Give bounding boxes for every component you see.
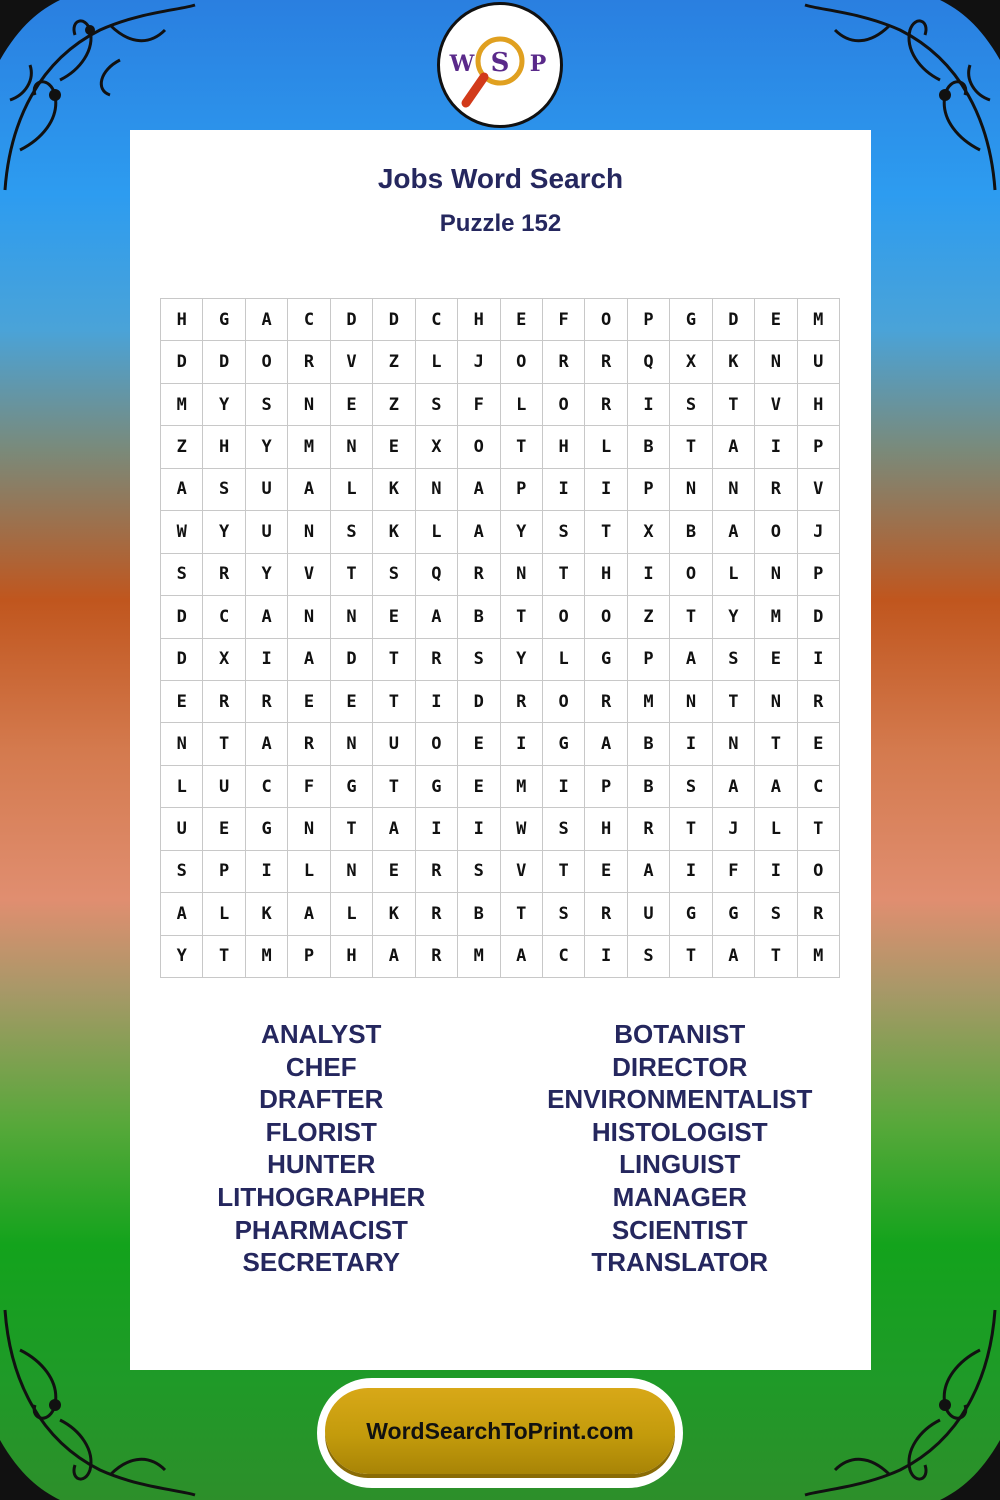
grid-cell[interactable]: B (628, 723, 670, 765)
grid-cell[interactable]: H (203, 426, 245, 468)
grid-cell[interactable]: F (543, 299, 585, 341)
grid-cell[interactable]: H (161, 299, 203, 341)
grid-cell[interactable]: N (288, 511, 330, 553)
grid-cell[interactable]: T (713, 681, 755, 723)
grid-cell[interactable]: B (670, 511, 712, 553)
grid-cell[interactable]: N (670, 469, 712, 511)
grid-cell[interactable]: F (713, 851, 755, 893)
grid-cell[interactable]: V (501, 851, 543, 893)
word-list-right-column (501, 1018, 860, 1279)
grid-cell[interactable]: M (798, 936, 840, 978)
grid-cell[interactable]: S (416, 384, 458, 426)
grid-cell[interactable]: X (416, 426, 458, 468)
grid-cell[interactable]: K (246, 893, 288, 935)
grid-cell[interactable]: A (458, 511, 500, 553)
word-list-item: TRANSLATOR (591, 1247, 769, 1278)
grid-cell[interactable]: Y (246, 554, 288, 596)
grid-cell[interactable]: P (203, 851, 245, 893)
grid-cell[interactable]: R (288, 341, 330, 383)
logo-letter-w: W (449, 51, 475, 77)
grid-cell[interactable]: S (161, 851, 203, 893)
grid-cell[interactable]: D (161, 596, 203, 638)
grid-cell[interactable]: C (798, 766, 840, 808)
grid-cell[interactable]: A (288, 469, 330, 511)
grid-cell[interactable]: N (713, 723, 755, 765)
grid-cell[interactable]: R (501, 681, 543, 723)
word-list-item: DIRECTOR (612, 1051, 748, 1082)
grid-cell[interactable]: D (161, 341, 203, 383)
grid-cell[interactable]: Y (203, 384, 245, 426)
grid-cell[interactable]: E (755, 639, 797, 681)
grid-cell[interactable]: L (331, 469, 373, 511)
grid-cell[interactable]: R (585, 681, 627, 723)
grid-cell[interactable]: I (246, 851, 288, 893)
grid-cell[interactable]: V (798, 469, 840, 511)
grid-cell[interactable]: S (543, 511, 585, 553)
grid-cell[interactable]: M (501, 766, 543, 808)
grid-cell[interactable]: L (416, 511, 458, 553)
grid-cell[interactable]: A (713, 511, 755, 553)
grid-cell[interactable]: I (416, 681, 458, 723)
grid-cell[interactable]: P (501, 469, 543, 511)
grid-cell[interactable]: G (543, 723, 585, 765)
grid-cell[interactable]: O (246, 341, 288, 383)
grid-cell[interactable]: L (161, 766, 203, 808)
grid-cell[interactable]: S (203, 469, 245, 511)
grid-cell[interactable]: I (670, 851, 712, 893)
grid-cell[interactable]: P (628, 469, 670, 511)
grid-cell[interactable]: N (670, 681, 712, 723)
grid-cell[interactable]: C (203, 596, 245, 638)
word-list-item: MANAGER (612, 1181, 747, 1212)
grid-cell[interactable]: I (755, 426, 797, 468)
grid-cell[interactable]: I (585, 936, 627, 978)
grid-cell[interactable]: U (161, 808, 203, 850)
grid-cell[interactable]: A (246, 299, 288, 341)
grid-cell[interactable]: R (585, 384, 627, 426)
grid-cell[interactable]: T (501, 893, 543, 935)
grid-cell[interactable]: N (713, 469, 755, 511)
grid-cell[interactable]: C (543, 936, 585, 978)
word-list-item: HISTOLOGIST (591, 1116, 768, 1147)
puzzle-title: Jobs Word Search (377, 163, 624, 194)
grid-cell[interactable]: V (288, 554, 330, 596)
grid-cell[interactable]: S (161, 554, 203, 596)
grid-cell[interactable]: M (161, 384, 203, 426)
grid-cell[interactable]: A (161, 893, 203, 935)
grid-cell[interactable]: J (713, 808, 755, 850)
grid-cell[interactable]: T (373, 766, 415, 808)
logo-letter-p: P (529, 51, 547, 77)
grid-cell[interactable]: E (331, 681, 373, 723)
grid-cell[interactable]: N (288, 808, 330, 850)
grid-cell[interactable]: A (713, 426, 755, 468)
grid-cell[interactable]: T (798, 808, 840, 850)
grid-cell[interactable]: F (288, 766, 330, 808)
grid-cell[interactable]: R (246, 681, 288, 723)
grid-cell[interactable]: R (416, 639, 458, 681)
word-list-item: PHARMACIST (234, 1214, 408, 1245)
grid-cell[interactable]: X (628, 511, 670, 553)
grid-cell[interactable]: E (585, 851, 627, 893)
grid-cell[interactable]: G (416, 766, 458, 808)
grid-cell[interactable]: H (458, 299, 500, 341)
grid-cell[interactable]: Z (373, 341, 415, 383)
grid-cell[interactable]: R (416, 893, 458, 935)
grid-cell[interactable]: A (458, 469, 500, 511)
grid-cell[interactable]: L (543, 639, 585, 681)
grid-cell[interactable]: O (501, 341, 543, 383)
grid-cell[interactable]: U (628, 893, 670, 935)
grid-cell[interactable]: O (416, 723, 458, 765)
grid-cell[interactable]: U (373, 723, 415, 765)
puzzle-panel (130, 130, 871, 1370)
letter-grid[interactable] (160, 298, 840, 978)
grid-cell[interactable]: O (755, 511, 797, 553)
grid-cell[interactable]: E (755, 299, 797, 341)
grid-cell[interactable]: R (416, 936, 458, 978)
grid-cell[interactable]: Q (628, 341, 670, 383)
grid-cell[interactable]: R (203, 681, 245, 723)
grid-cell[interactable]: N (755, 341, 797, 383)
logo-letter-s: S (490, 48, 510, 78)
grid-cell[interactable]: Y (246, 426, 288, 468)
grid-cell[interactable]: G (670, 893, 712, 935)
grid-cell[interactable]: O (458, 426, 500, 468)
grid-cell[interactable]: B (628, 426, 670, 468)
grid-cell[interactable]: N (161, 723, 203, 765)
grid-cell[interactable]: Z (628, 596, 670, 638)
grid-cell[interactable]: V (331, 341, 373, 383)
grid-cell[interactable]: C (416, 299, 458, 341)
grid-cell[interactable]: E (373, 851, 415, 893)
grid-cell[interactable]: A (585, 723, 627, 765)
grid-cell[interactable]: O (670, 554, 712, 596)
grid-cell[interactable]: I (458, 808, 500, 850)
grid-cell[interactable]: A (373, 808, 415, 850)
grid-cell[interactable]: C (288, 299, 330, 341)
grid-cell[interactable]: Z (161, 426, 203, 468)
grid-cell[interactable]: K (373, 511, 415, 553)
grid-cell[interactable]: D (798, 596, 840, 638)
grid-cell[interactable]: H (585, 808, 627, 850)
word-list-item: LITHOGRAPHER (217, 1181, 426, 1212)
grid-cell[interactable]: A (246, 596, 288, 638)
grid-cell[interactable]: T (373, 639, 415, 681)
grid-cell[interactable]: I (543, 469, 585, 511)
grid-cell[interactable]: S (670, 766, 712, 808)
site-link-label[interactable]: WordSearchToPrint.com (325, 1388, 675, 1474)
grid-cell[interactable]: I (543, 766, 585, 808)
grid-cell[interactable]: E (458, 723, 500, 765)
grid-cell[interactable]: G (585, 639, 627, 681)
grid-cell[interactable]: I (246, 639, 288, 681)
grid-cell[interactable]: K (373, 893, 415, 935)
grid-cell[interactable]: M (798, 299, 840, 341)
grid-cell[interactable]: B (628, 766, 670, 808)
grid-cell[interactable]: G (203, 299, 245, 341)
grid-cell[interactable]: X (670, 341, 712, 383)
grid-cell[interactable]: N (331, 851, 373, 893)
grid-cell[interactable]: O (585, 299, 627, 341)
grid-cell[interactable]: A (416, 596, 458, 638)
grid-cell[interactable]: S (755, 893, 797, 935)
word-list-item: FLORIST (265, 1116, 377, 1147)
grid-cell[interactable]: T (501, 596, 543, 638)
grid-cell[interactable]: T (373, 681, 415, 723)
grid-cell[interactable]: L (585, 426, 627, 468)
grid-cell[interactable]: M (755, 596, 797, 638)
grid-cell[interactable]: D (373, 299, 415, 341)
grid-cell[interactable]: Y (501, 639, 543, 681)
grid-cell[interactable]: A (628, 851, 670, 893)
grid-cell[interactable]: T (755, 723, 797, 765)
grid-cell[interactable]: S (670, 384, 712, 426)
grid-cell[interactable]: R (458, 554, 500, 596)
grid-cell[interactable]: Z (373, 384, 415, 426)
grid-cell[interactable]: J (798, 511, 840, 553)
grid-cell[interactable]: O (543, 384, 585, 426)
grid-cell[interactable]: O (543, 681, 585, 723)
grid-cell[interactable]: X (203, 639, 245, 681)
grid-cell[interactable]: S (543, 808, 585, 850)
grid-cell[interactable]: G (331, 766, 373, 808)
grid-cell[interactable]: E (331, 384, 373, 426)
word-list-left-column (142, 1018, 501, 1279)
grid-cell[interactable]: J (458, 341, 500, 383)
grid-cell[interactable]: U (798, 341, 840, 383)
grid-cell[interactable]: G (713, 893, 755, 935)
grid-cell[interactable]: E (288, 681, 330, 723)
grid-cell[interactable]: S (543, 893, 585, 935)
grid-cell[interactable]: R (543, 341, 585, 383)
grid-cell[interactable]: G (246, 808, 288, 850)
grid-cell[interactable]: N (416, 469, 458, 511)
grid-cell[interactable]: T (543, 851, 585, 893)
grid-cell[interactable]: Q (416, 554, 458, 596)
grid-cell[interactable]: D (458, 681, 500, 723)
word-list (130, 1018, 871, 1279)
grid-cell[interactable]: D (331, 639, 373, 681)
grid-cell[interactable]: I (501, 723, 543, 765)
word-list-item: CHEF (285, 1051, 357, 1082)
grid-cell[interactable]: N (288, 596, 330, 638)
grid-cell[interactable]: Y (713, 596, 755, 638)
grid-cell[interactable]: E (458, 766, 500, 808)
grid-cell[interactable]: R (585, 341, 627, 383)
grid-cell[interactable]: F (458, 384, 500, 426)
grid-cell[interactable]: S (246, 384, 288, 426)
grid-cell[interactable]: C (246, 766, 288, 808)
grid-cell[interactable]: L (713, 554, 755, 596)
grid-cell[interactable]: R (798, 681, 840, 723)
grid-cell[interactable]: S (331, 511, 373, 553)
word-list-item: HUNTER (267, 1149, 376, 1180)
grid-cell[interactable]: T (670, 936, 712, 978)
grid-cell[interactable]: N (331, 426, 373, 468)
grid-cell[interactable]: W (501, 808, 543, 850)
grid-cell[interactable]: M (628, 681, 670, 723)
grid-cell[interactable]: N (755, 554, 797, 596)
grid-cell[interactable]: A (246, 723, 288, 765)
grid-cell[interactable]: W (161, 511, 203, 553)
grid-cell[interactable]: B (458, 596, 500, 638)
grid-cell[interactable]: P (798, 554, 840, 596)
grid-cell[interactable]: G (670, 299, 712, 341)
grid-cell[interactable]: Y (203, 511, 245, 553)
grid-cell[interactable]: N (755, 681, 797, 723)
grid-cell[interactable]: R (288, 723, 330, 765)
grid-cell[interactable]: T (670, 426, 712, 468)
grid-cell[interactable]: T (585, 511, 627, 553)
grid-cell[interactable]: H (543, 426, 585, 468)
grid-cell[interactable]: L (755, 808, 797, 850)
grid-cell[interactable]: H (585, 554, 627, 596)
grid-cell[interactable]: N (331, 596, 373, 638)
grid-cell[interactable]: P (628, 639, 670, 681)
grid-cell[interactable]: P (585, 766, 627, 808)
grid-cell[interactable]: L (288, 851, 330, 893)
grid-cell[interactable]: L (203, 893, 245, 935)
grid-cell[interactable]: D (713, 299, 755, 341)
grid-cell[interactable]: K (373, 469, 415, 511)
wsp-logo (437, 2, 563, 128)
word-list-item: SECRETARY (242, 1247, 400, 1278)
grid-cell[interactable]: O (543, 596, 585, 638)
grid-cell[interactable]: A (288, 893, 330, 935)
grid-cell[interactable]: L (416, 341, 458, 383)
grid-cell[interactable]: A (161, 469, 203, 511)
grid-cell[interactable]: A (713, 766, 755, 808)
grid-cell[interactable]: A (670, 639, 712, 681)
grid-cell[interactable]: I (798, 639, 840, 681)
grid-cell[interactable]: M (288, 426, 330, 468)
grid-cell[interactable]: O (585, 596, 627, 638)
word-list-item: ANALYST (261, 1019, 382, 1049)
word-list-item: DRAFTER (259, 1084, 384, 1115)
grid-cell[interactable]: I (755, 851, 797, 893)
grid-cell[interactable]: N (288, 384, 330, 426)
grid-cell[interactable]: S (458, 639, 500, 681)
word-list-item: ENVIRONMENTALIST (547, 1084, 813, 1115)
grid-cell[interactable]: I (416, 808, 458, 850)
grid-cell[interactable]: E (203, 808, 245, 850)
grid-cell[interactable]: R (628, 808, 670, 850)
grid-cell[interactable]: P (288, 936, 330, 978)
grid-cell[interactable]: T (501, 426, 543, 468)
grid-cell[interactable]: Y (161, 936, 203, 978)
grid-cell[interactable]: H (798, 384, 840, 426)
grid-cell[interactable]: E (373, 596, 415, 638)
word-list-item: SCIENTIST (611, 1214, 748, 1245)
grid-cell[interactable]: E (161, 681, 203, 723)
grid-cell[interactable]: U (203, 766, 245, 808)
grid-cell[interactable]: D (203, 341, 245, 383)
grid-cell[interactable]: P (798, 426, 840, 468)
puzzle-number: Puzzle 152 (439, 210, 562, 237)
grid-cell[interactable]: E (798, 723, 840, 765)
grid-cell[interactable]: U (246, 469, 288, 511)
grid-cell[interactable]: R (416, 851, 458, 893)
grid-cell[interactable]: R (798, 893, 840, 935)
grid-cell[interactable]: Y (501, 511, 543, 553)
grid-cell[interactable]: I (670, 723, 712, 765)
grid-cell[interactable]: A (713, 936, 755, 978)
grid-cell[interactable]: B (458, 893, 500, 935)
grid-cell[interactable]: L (501, 384, 543, 426)
grid-cell[interactable]: N (331, 723, 373, 765)
grid-cell[interactable]: R (585, 893, 627, 935)
grid-cell[interactable]: P (628, 299, 670, 341)
grid-cell[interactable]: D (161, 639, 203, 681)
grid-cell[interactable]: I (628, 554, 670, 596)
grid-cell[interactable]: L (331, 893, 373, 935)
grid-cell[interactable]: A (755, 766, 797, 808)
grid-cell[interactable]: T (543, 554, 585, 596)
grid-cell[interactable]: S (628, 936, 670, 978)
grid-cell[interactable]: I (585, 469, 627, 511)
grid-cell[interactable]: D (331, 299, 373, 341)
grid-cell[interactable]: T (203, 936, 245, 978)
grid-cell[interactable]: I (628, 384, 670, 426)
grid-cell[interactable]: T (713, 384, 755, 426)
grid-cell[interactable]: R (755, 469, 797, 511)
grid-cell[interactable]: S (373, 554, 415, 596)
grid-cell[interactable]: S (713, 639, 755, 681)
site-link-button[interactable] (317, 1378, 683, 1488)
grid-cell[interactable]: R (203, 554, 245, 596)
word-list-item: BOTANIST (614, 1019, 746, 1049)
grid-cell[interactable]: K (713, 341, 755, 383)
grid-cell[interactable]: A (288, 639, 330, 681)
grid-cell[interactable]: T (670, 808, 712, 850)
grid-cell[interactable]: S (458, 851, 500, 893)
grid-cell[interactable]: A (501, 936, 543, 978)
grid-cell[interactable]: T (203, 723, 245, 765)
grid-cell[interactable]: O (798, 851, 840, 893)
grid-cell[interactable]: E (373, 426, 415, 468)
word-list-item: LINGUIST (619, 1149, 741, 1180)
grid-cell[interactable]: M (458, 936, 500, 978)
grid-cell[interactable]: N (501, 554, 543, 596)
grid-cell[interactable]: A (373, 936, 415, 978)
grid-cell[interactable]: E (501, 299, 543, 341)
grid-cell[interactable]: U (246, 511, 288, 553)
grid-cell[interactable]: T (331, 808, 373, 850)
grid-cell[interactable]: V (755, 384, 797, 426)
grid-cell[interactable]: T (670, 596, 712, 638)
grid-cell[interactable]: T (331, 554, 373, 596)
grid-cell[interactable]: H (331, 936, 373, 978)
grid-cell[interactable]: T (755, 936, 797, 978)
grid-cell[interactable]: M (246, 936, 288, 978)
